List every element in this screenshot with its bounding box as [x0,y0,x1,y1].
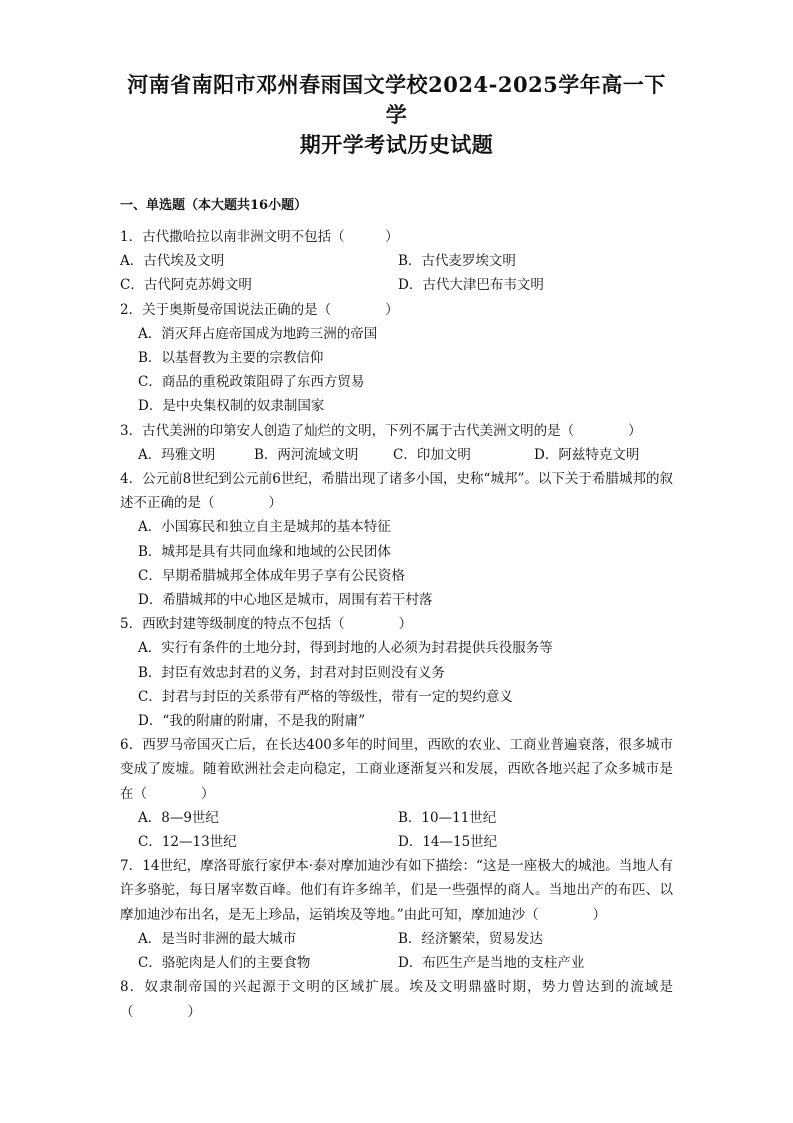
option-a: A．是当时非洲的最大城市 [138,930,297,947]
question-2 [120,298,673,419]
question-stem: 8．奴隶制帝国的兴起源于文明的区域扩展。埃及文明鼎盛时期，势力曾达到的流域是（ ） [120,979,673,1020]
option-b: B．封臣有效忠封君的义务，封君对封臣则没有义务 [138,664,445,681]
option-b: B．以基督教为主要的宗教信仰 [138,350,324,367]
question-6 [120,733,673,854]
option-d: D．阿兹特克文明 [534,446,640,463]
question-4 [120,467,673,612]
option-a: A．古代埃及文明 [120,253,225,270]
option-b: B．古代麦罗埃文明 [398,253,516,270]
option-c: C．古代阿克苏姆文明 [120,277,252,294]
question-stem: 3．古代美洲的印第安人创造了灿烂的文明，下列不属于古代美洲文明的是（ ） [120,422,642,439]
option-list [120,322,673,419]
option-d: D．“我的附庸的附庸，不是我的附庸” [138,713,366,730]
question-stem: 1．古代撒哈拉以南非洲文明不包括（ ） [120,229,399,245]
option-list [120,927,673,975]
question-stem: 7．14世纪，摩洛哥旅行家伊本·泰对摩加迪沙有如下描绘：“这是一座极大的城池。当地人有许多骆驼，每日屠宰数百峰。他们有许多绵羊，们是一些强悍的商人。当地出产的布匹、以摩加迪沙布出名，是无上珍品，运销埃及等地。”由此可知，摩加迪沙（ ） [120,858,673,923]
option-a: A．玛雅文明 [138,446,216,463]
option-c: C．骆驼肉是人们的主要食物 [138,955,311,972]
option-list [120,806,673,854]
option-d: D．希腊城邦的中心地区是城市，周围有若干村落 [138,592,433,609]
option-b: B．10—11世纪 [398,809,497,826]
question-stem: 6．西罗马帝国灭亡后，在长达400多年的时间里，西欧的农业、工商业普遍衰落，很多城市变成了废墟。随着欧洲社会走向稳定，工商业逐渐复兴和发展，西欧各地兴起了众多城市是在（ ） [120,737,673,802]
option-c: C．商品的重税政策阻碍了东西方贸易 [138,374,365,391]
option-b: B．城邦是具有共同血缘和地域的公民团体 [138,543,391,560]
exam-title-line-1: 河南省南阳市邓州春雨国文学校2024-2025学年高一下学 [127,72,666,127]
option-a: A．小国寡民和独立自主是城邦的基本特征 [138,519,391,536]
option-d: D．布匹生产是当地的支柱产业 [398,955,585,972]
option-a: A．消灭拜占庭帝国成为地跨三洲的帝国 [138,325,378,342]
question-5 [120,612,673,733]
option-a: A．实行有条件的土地分封，得到封地的人必须为封君提供兵役服务等 [138,640,553,657]
option-c: C．印加文明 [393,446,471,463]
option-c: C．12—13世纪 [138,834,237,851]
question-stem: 2．关于奥斯曼帝国说法正确的是（ ） [120,301,399,318]
option-list [120,636,673,733]
question-1 [120,225,673,298]
option-d: D．14—15世纪 [398,834,498,851]
question-stem: 5．西欧封建等级制度的特点不包括（ ） [120,616,413,633]
option-list [120,249,673,297]
question-stem: 4．公元前8世纪到公元前6世纪，希腊出现了诸多小国，史称“城邦”。以下关于希腊城邦的叙述不正确的是（ ） [120,471,673,512]
option-d: D．古代大津巴布韦文明 [398,277,544,294]
exam-title-line-2: 期开学考试历史试题 [299,132,494,157]
question-7 [120,854,673,975]
exam-title [120,70,673,160]
question-3 [120,419,673,467]
option-b: B．经济繁荣，贸易发达 [398,930,543,947]
option-d: D．是中央集权制的奴隶制国家 [138,398,325,415]
option-a: A．8—9世纪 [138,809,219,826]
section-heading: 一、单选题（本大题共16小题） [120,198,308,213]
option-b: B．两河流域文明 [254,446,359,463]
option-c: C．封君与封臣的关系带有严格的等级性，带有一定的契约意义 [138,688,513,705]
option-list [120,443,673,467]
option-list [120,515,673,612]
option-c: C．早期希腊城邦全体成年男子享有公民资格 [138,567,405,584]
question-8 [120,975,673,1023]
